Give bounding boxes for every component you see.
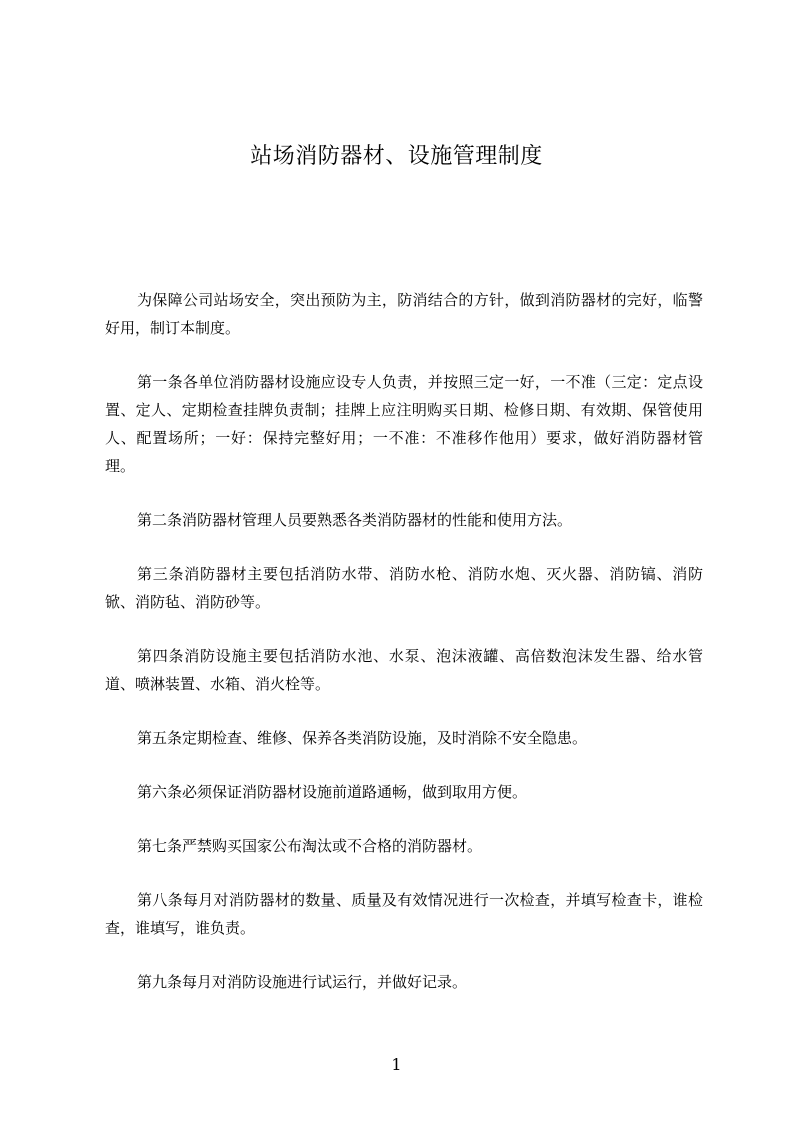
paragraph-intro: 为保障公司站场安全，突出预防为主，防消结合的方针，做到消防器材的完好，临警好用，制订本制度。 [105, 291, 703, 337]
paragraph-article-9: 第九条每月对消防设施进行试运行，并做好记录。 [137, 973, 468, 991]
document-body [105, 286, 703, 996]
paragraph-article-1: 第一条各单位消防器材设施应设专人负责，并按照三定一好，一不准（三定：定点设置、定人、定期检查挂牌负责制；挂牌上应注明购买日期、检修日期、有效期、保管使用人、配置场所；一好：保持完整好用；一不准：不准移作他用）要求，做好消防器材管理。 [105, 373, 703, 475]
paragraph-article-5: 第五条定期检查、维修、保养各类消防设施，及时消除不安全隐患。 [137, 729, 588, 747]
paragraph-article-4: 第四条消防设施主要包括消防水池、水泵、泡沫液罐、高倍数泡沫发生器、给水管道、喷淋装置、水箱、消火栓等。 [105, 647, 703, 693]
paragraph-article-3: 第三条消防器材主要包括消防水带、消防水枪、消防水炮、灭火器、消防镐、消防锨、消防毡、消防砂等。 [105, 565, 703, 611]
paragraph-article-8: 第八条每月对消防器材的数量、质量及有效情况进行一次检查，并填写检查卡，谁检查，谁填写，谁负责。 [105, 891, 703, 937]
paragraph-article-2: 第二条消防器材管理人员要熟悉各类消防器材的性能和使用方法。 [137, 511, 573, 529]
paragraph-article-7: 第七条严禁购买国家公布淘汰或不合格的消防器材。 [137, 837, 483, 855]
paragraph-article-6: 第六条必须保证消防器材设施前道路通畅，做到取用方便。 [137, 783, 528, 801]
document-title: 站场消防器材、设施管理制度 [250, 144, 543, 169]
page-number: 1 [391, 1055, 402, 1074]
